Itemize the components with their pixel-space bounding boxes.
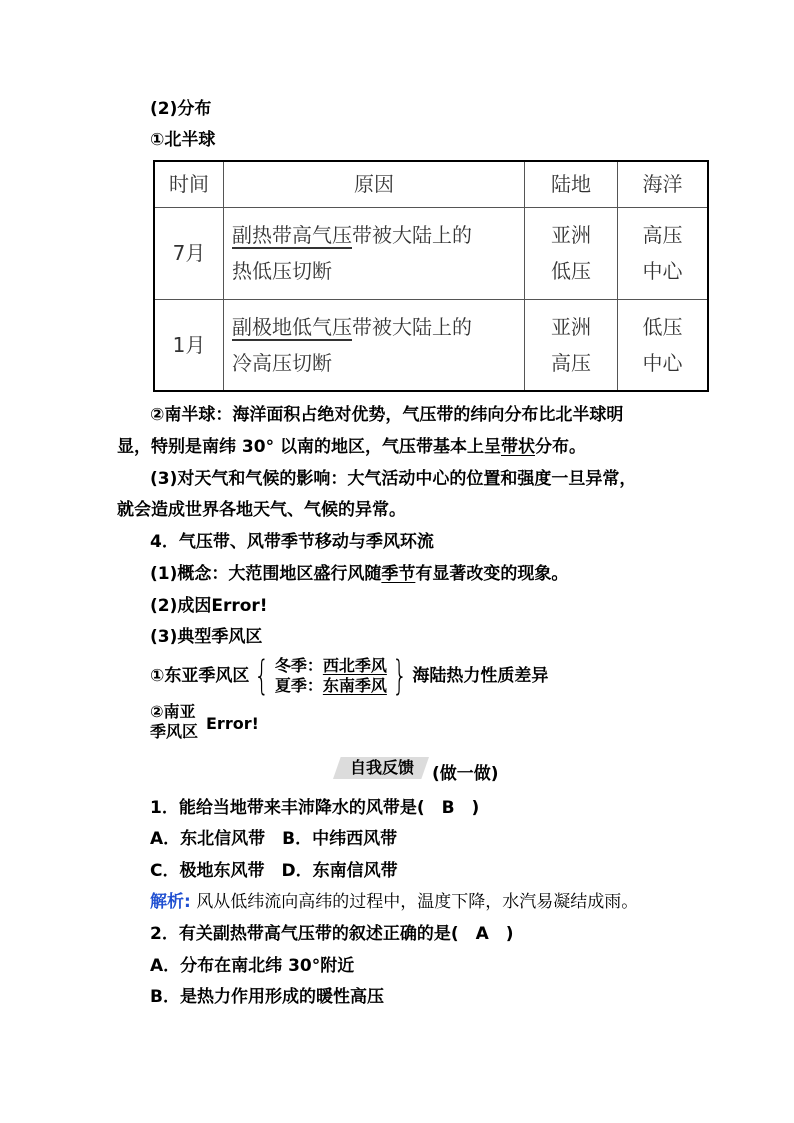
ocean-line1: 高压 — [642, 223, 683, 247]
cell-reason — [224, 207, 525, 299]
reason-rest: 带被大陆上的 — [352, 223, 472, 247]
typical-monsoon-title: (3)典型季风区 — [150, 627, 263, 647]
season-stack — [275, 656, 387, 696]
south-asia-label-2: 季风区 — [150, 722, 199, 741]
question-1: 1．能给当地带来丰沛降水的风带是( B ) — [150, 798, 480, 818]
cell-land — [525, 299, 618, 391]
q2-option-a: A．分布在南北纬 30°附近 — [150, 956, 355, 976]
east-asia-label: ①东亚季风区 — [150, 666, 250, 686]
concept-start: (1)概念：大范围地区盛行风随 — [150, 564, 382, 584]
feedback-banner-text: 自我反馈 — [350, 758, 415, 777]
east-asia-cause: 海陆热力性质差异 — [412, 666, 549, 686]
south-asia-error: Error! — [206, 714, 259, 733]
concept-end: 有显著改变的现象。 — [415, 564, 569, 584]
question-2: 2．有关副热带高气压带的叙述正确的是( A ) — [150, 924, 514, 944]
winter-label: 冬季： — [274, 656, 323, 675]
cell-ocean — [618, 207, 709, 299]
explanation-text: 风从低纬流向高纬的过程中，温度下降，水汽易凝结成雨。 — [190, 892, 639, 912]
ocean-line2: 中心 — [642, 350, 683, 375]
header-land: 陆地 — [525, 161, 618, 207]
reason-underlined: 副极地低气压 — [232, 314, 352, 339]
right-brace-icon: } — [391, 653, 408, 699]
header-reason: 原因 — [224, 161, 525, 207]
section-title-distribution: (2)分布 — [150, 99, 212, 119]
south-p2-end: 分布。 — [535, 437, 586, 457]
cell-time: 1月 — [154, 299, 224, 391]
cell-ocean — [618, 299, 709, 391]
header-time: 时间 — [154, 161, 224, 207]
feedback-subtitle: (做一做) — [432, 764, 499, 784]
land-line1: 亚洲 — [551, 314, 591, 339]
south-hemisphere-p2 — [117, 435, 586, 459]
q1-explanation — [150, 890, 638, 914]
ocean-line1: 低压 — [642, 314, 683, 339]
south-p2-underlined: 带状 — [501, 437, 535, 457]
pressure-distribution-table — [153, 160, 709, 392]
table-row — [154, 207, 708, 299]
reason-rest: 带被大陆上的 — [352, 314, 472, 339]
land-line1: 亚洲 — [551, 223, 591, 247]
header-ocean: 海洋 — [618, 161, 709, 207]
ocean-line2: 中心 — [642, 259, 683, 283]
summer-wind: 东南季风 — [322, 676, 387, 695]
explanation-label: 解析: — [150, 892, 191, 912]
south-asia-label-1: ②南亚 — [150, 702, 196, 721]
table-row — [154, 299, 708, 391]
cell-land — [525, 207, 618, 299]
impact-p1: (3)对天气和气候的影响：大气活动中心的位置和强度一旦异常， — [150, 469, 637, 489]
concept-line — [150, 562, 568, 586]
south-hemisphere-p1: ②南半球：海洋面积占绝对优势，气压带的纬向分布比北半球明 — [150, 405, 624, 425]
summer-label: 夏季： — [274, 676, 323, 695]
section4-title: 4．气压带、风带季节移动与季风环流 — [150, 532, 434, 552]
east-asia-monsoon — [150, 654, 548, 698]
cell-time: 7月 — [154, 207, 224, 299]
q1-options-ab: A．东北信风带 B．中纬西风带 — [150, 829, 398, 849]
cell-reason — [224, 299, 525, 391]
cause-line: (2)成因Error! — [150, 596, 268, 616]
north-hemisphere-title: ①北半球 — [150, 130, 216, 150]
q2-option-b: B．是热力作用形成的暖性高压 — [150, 987, 384, 1007]
left-brace-icon: { — [254, 653, 270, 699]
land-line2: 高压 — [551, 350, 591, 375]
table-header-row — [154, 161, 708, 207]
impact-p2: 就会造成世界各地天气、气候的异常。 — [117, 500, 406, 520]
reason-underlined: 副热带高气压 — [232, 223, 352, 247]
concept-underlined: 季节 — [381, 564, 416, 584]
reason-line2: 冷高压切断 — [232, 350, 332, 375]
q1-options-cd: C．极地东风带 D．东南信风带 — [150, 861, 398, 881]
reason-line2: 热低压切断 — [232, 259, 332, 283]
south-p2-start: 显，特别是南纬 30° 以南的地区，气压带基本上呈 — [117, 437, 501, 457]
winter-wind: 西北季风 — [322, 656, 387, 675]
land-line2: 低压 — [551, 259, 591, 283]
